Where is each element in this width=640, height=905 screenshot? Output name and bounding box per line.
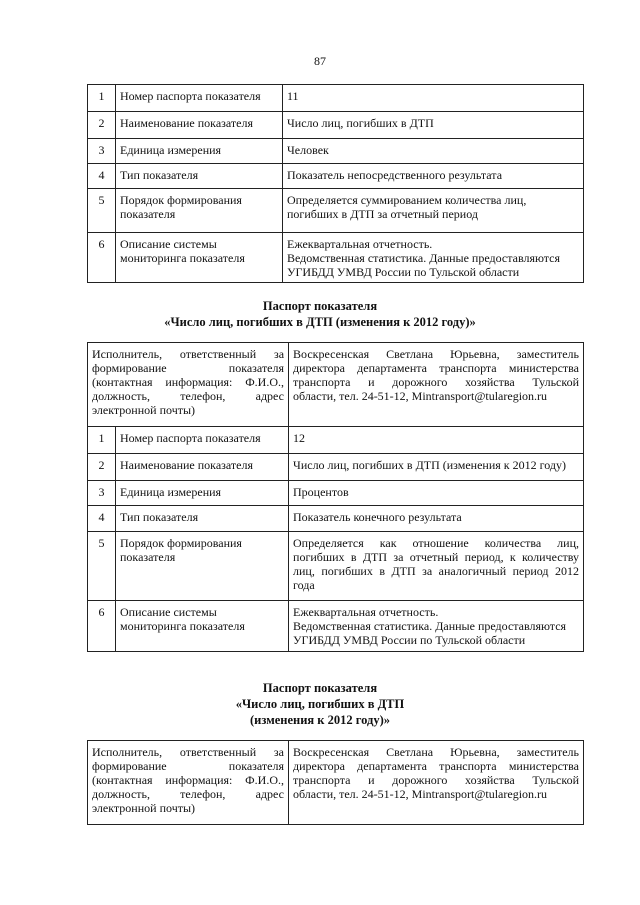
row-label: Описание системы мониторинга показателя (116, 233, 283, 283)
indicator-table-12 (87, 342, 584, 652)
row-value: Число лиц, погибших в ДТП (изменения к 2012 году) (289, 454, 584, 481)
table-row (88, 233, 584, 283)
passport-heading-1: Паспорт показателя (262, 299, 378, 313)
row-value: 12 (289, 427, 584, 454)
table-row (88, 189, 584, 233)
executor-value: Воскресенская Светлана Юрьевна, заместитель директора департамента транспорта министерства транспорта и дорожного хозяйства Тульской области, тел. 24-51-12, Mintransport@tularegion.ru (289, 343, 584, 427)
table-row (88, 164, 584, 189)
row-label: Порядок формирования показателя (116, 189, 283, 233)
table-row (88, 112, 584, 139)
row-label: Тип показателя (116, 506, 289, 532)
row-label: Номер паспорта показателя (116, 427, 289, 454)
row-value: Показатель конечного результата (289, 506, 584, 532)
row-number: 3 (88, 481, 116, 506)
table-row (88, 532, 584, 601)
passport-subtitle-2-line1: «Число лиц, погибших в ДТП (235, 697, 405, 711)
row-value: Показатель непосредственного результата (283, 164, 584, 189)
row-label: Описание системы мониторинга показателя (116, 601, 289, 652)
table-row (88, 454, 584, 481)
row-number: 5 (88, 532, 116, 601)
row-label: Порядок формирования показателя (116, 532, 289, 601)
executor-table (87, 740, 584, 825)
row-number: 2 (88, 454, 116, 481)
page-number: 87 (314, 54, 326, 68)
row-number: 6 (88, 233, 116, 283)
row-number: 3 (88, 139, 116, 164)
table-row (88, 139, 584, 164)
passport-subtitle-2-line2: (изменения к 2012 году)» (249, 713, 390, 727)
row-value: Человек (283, 139, 584, 164)
row-number: 4 (88, 506, 116, 532)
row-value: Процентов (289, 481, 584, 506)
passport-heading-2: Паспорт показателя (262, 681, 378, 695)
row-label: Тип показателя (116, 164, 283, 189)
row-number: 6 (88, 601, 116, 652)
executor-label: Исполнитель, ответственный за формирование показателя (контактная информация: Ф.И.О., должность, телефон, адрес электронной почты) (88, 343, 289, 427)
executor-value: Воскресенская Светлана Юрьевна, заместитель директора департамента транспорта министерства транспорта и дорожного хозяйства Тульской области, тел. 24-51-12, Mintransport@tularegion.ru (289, 741, 584, 825)
row-value: Число лиц, погибших в ДТП (283, 112, 584, 139)
row-value: Ежеквартальная отчетность. Ведомственная статистика. Данные предоставляются УГИБДД УМВД России по Тульской области (289, 601, 584, 652)
row-number: 1 (88, 427, 116, 454)
row-value: 11 (283, 85, 584, 112)
row-value: Определяется суммированием количества лиц, погибших в ДТП за отчетный период (283, 189, 584, 233)
row-label: Наименование показателя (116, 112, 283, 139)
row-value: Ежеквартальная отчетность. Ведомственная статистика. Данные предоставляются УГИБДД УМВД России по Тульской области (283, 233, 584, 283)
table-row (88, 85, 584, 112)
passport-subtitle-1: «Число лиц, погибших в ДТП (изменения к 2012 году)» (164, 315, 476, 329)
table-row (88, 481, 584, 506)
executor-row (88, 343, 584, 427)
row-number: 1 (88, 85, 116, 112)
row-number: 5 (88, 189, 116, 233)
row-label: Единица измерения (116, 481, 289, 506)
executor-label: Исполнитель, ответственный за формирование показателя (контактная информация: Ф.И.О., должность, телефон, адрес электронной почты) (88, 741, 289, 825)
row-label: Единица измерения (116, 139, 283, 164)
table-row (88, 427, 584, 454)
row-label: Номер паспорта показателя (116, 85, 283, 112)
row-number: 4 (88, 164, 116, 189)
executor-row (88, 741, 584, 825)
row-number: 2 (88, 112, 116, 139)
table-row (88, 601, 584, 652)
indicator-table-11 (87, 84, 584, 283)
row-value: Определяется как отношение количества лиц, погибших в ДТП за отчетный период, к количеству лиц, погибших в ДТП за аналогичный период 2012 года (289, 532, 584, 601)
table-row (88, 506, 584, 532)
row-label: Наименование показателя (116, 454, 289, 481)
